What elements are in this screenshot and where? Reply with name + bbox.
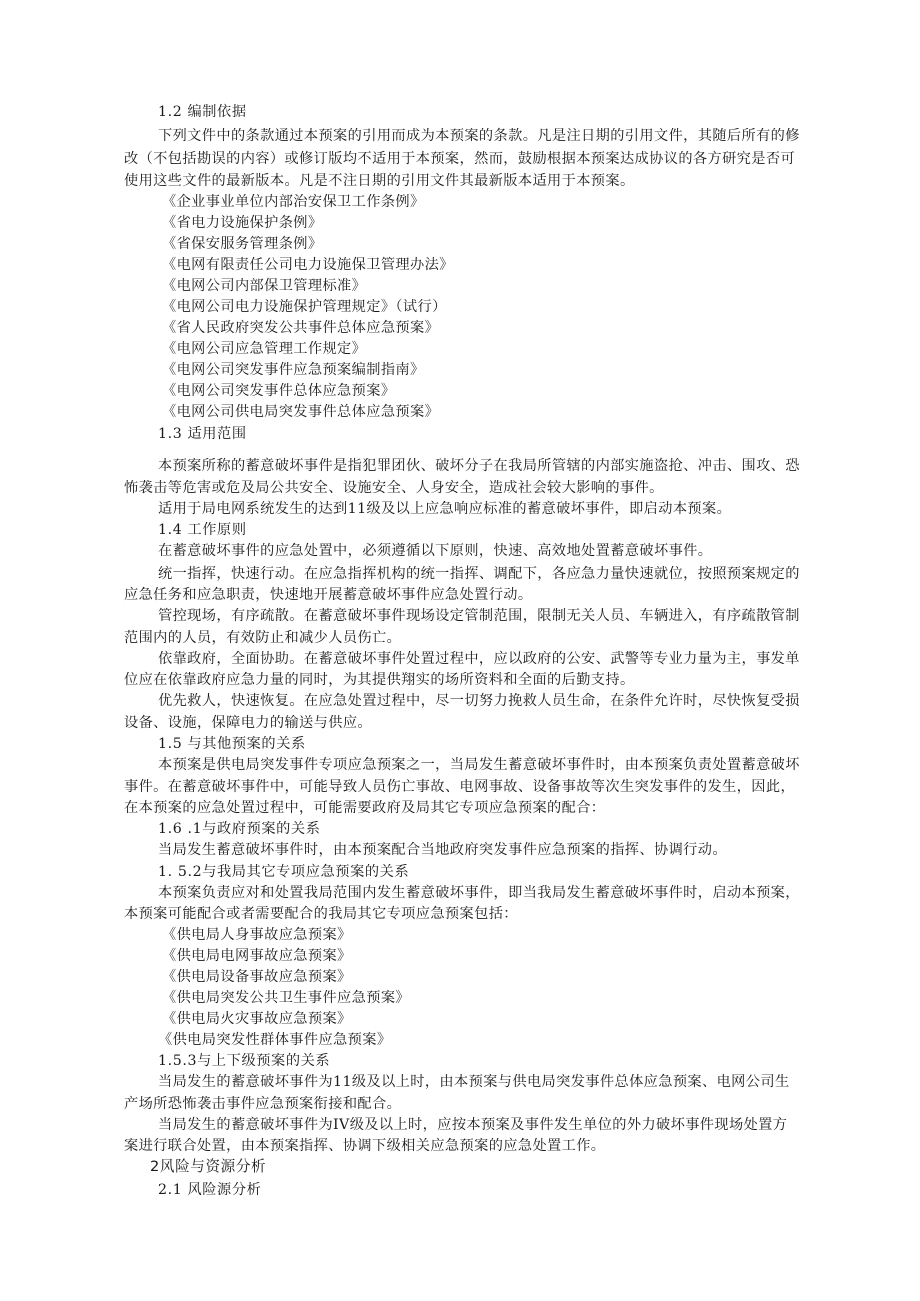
paragraph-line: 优先救人，快速恢复。在应急处置过程中，尽一切努力挽救人员生命，在条件允许时，尽快恢复受损 [158,693,800,709]
paragraph-line: 统一指挥，快速行动。在应急指挥机构的统一指挥、调配下，各应急力量快速就位，按照预案规定的 [158,566,800,582]
paragraph-line: 范围内的人员，有效防止和减少人员伤亡。 [124,630,402,646]
reference-item: 《省电力设施保护条例》 [162,215,323,231]
reference-item: 《供电局火灾事故应急预案》 [162,1011,352,1027]
reference-item: 《供电局人身事故应急预案》 [162,927,352,943]
section-heading-1-3: 1.3 适用范围 [158,426,247,442]
paragraph-line: 本预案可能配合或者需要配合的我局其它专项应急预案包括： [124,906,518,922]
reference-item: 《电网公司电力设施保护管理规定》（试行） [162,299,447,315]
reference-item: 《电网有限责任公司电力设施保卫管理办法》 [162,257,454,273]
paragraph-line: 当局发生的蓄意破坏事件为IV级及以上时，应按本预案及事件发生单位的外力破坏事件现场处置方 [158,1117,788,1133]
reference-item: 《电网公司突发事件应急预案编制指南》 [162,362,425,378]
reference-item: 《电网公司应急管理工作规定》 [162,341,367,357]
reference-item: 《企业事业单位内部治安保卫工作条例》 [162,194,425,210]
reference-item: 《电网公司突发事件总体应急预案》 [162,383,396,399]
section-heading-1-5-3: 1.5.3与上下级预案的关系 [158,1053,331,1069]
paragraph-line: 在蓄意破坏事件的应急处置中，必须遵循以下原则，快速、高效地处置蓄意破坏事件。 [158,543,713,559]
paragraph-line: 本预案负责应对和处置我局范围内发生蓄意破坏事件，即当我局发生蓄意破坏事件时，启动本预案， [158,885,800,901]
section-heading-1-6: 1.6 .1与政府预案的关系 [158,821,321,837]
paragraph-line: 改（不包括勘误的内容）或修订版均不适用于本预案，然而，鼓励根据本预案达成协议的各方研究是否可 [124,151,796,167]
paragraph-line: 应急任务和应急职责，快速地开展蓄意破坏事件应急处置行动。 [124,587,533,603]
reference-item: 《供电局电网事故应急预案》 [162,948,352,964]
paragraph-line: 本预案所称的蓄意破坏事件是指犯罪团伙、破坏分子在我局所管辖的内部实施盗抢、冲击、围攻、恐 [158,458,800,474]
paragraph-line: 在本预案的应急处置过程中，可能需要政府及局其它专项应急预案的配合： [124,800,606,816]
reference-item: 《供电局突发公共卫生事件应急预案》 [162,990,410,1006]
reference-item: 《省人民政府突发公共事件总体应急预案》 [162,320,440,336]
section-heading-1-5: 1.5 与其他预案的关系 [158,736,306,752]
paragraph-line: 位应在依靠政府应急力量的同时，为其提供翔实的场所资料和全面的后勤支持。 [124,672,635,688]
paragraph-line: 产场所恐怖袭击事件应急预案衔接和配合。 [124,1096,402,1112]
paragraph-line: 设备、设施，保障电力的输送与供应。 [124,715,372,731]
paragraph-line: 怖袭击等危害或危及局公共安全、设施安全、人身安全，造成社会较大影响的事件。 [124,480,664,496]
section-heading-2-1: 2.1 风险源分析 [158,1182,262,1198]
reference-item: 《电网公司内部保卫管理标准》 [162,278,367,294]
paragraph-line: 使用这些文件的最新版本。凡是不注日期的引用文件其最新版本适用于本预案。 [124,173,635,189]
paragraph-line: 下列文件中的条款通过本预案的引用而成为本预案的条款。凡是注日期的引用文件，其随后所有的修 [158,128,800,144]
paragraph-line: 管控现场，有序疏散。在蓄意破坏事件现场设定管制范围，限制无关人员、车辆进入，有序疏散管制 [158,608,800,624]
paragraph-line: 依靠政府，全面协助。在蓄意破坏事件处置过程中，应以政府的公安、武警等专业力量为主，事发单 [158,651,800,667]
section-heading-1-4: 1.4 工作原则 [158,522,247,538]
paragraph-line: 当局发生蓄意破坏事件时，由本预案配合当地政府突发事件应急预案的指挥、协调行动。 [158,842,727,858]
paragraph-line: 案进行联合处置，由本预案指挥、协调下级相关应急预案的应急处置工作。 [124,1138,606,1154]
reference-item: 《供电局突发性群体事件应急预案》 [158,1032,392,1048]
section-heading-1-5-2: 1. 5.2与我局其它专项应急预案的关系 [158,864,410,880]
paragraph-line: 本预案是供电局突发事件专项应急预案之一，当局发生蓄意破坏事件时，由本预案负责处置蓄意破坏 [158,757,800,773]
reference-item: 《省保安服务管理条例》 [162,236,323,252]
section-heading-2: 2风险与资源分析 [150,1158,267,1175]
paragraph-line: 适用于局电网系统发生的达到11级及以上应急响应标准的蓄意破坏事件，即启动本预案。 [158,501,732,517]
reference-item: 《供电局设备事故应急预案》 [162,969,352,985]
section-heading-1-2: 1.2 编制依据 [158,104,247,120]
paragraph-line: 当局发生的蓄意破坏事件为11级及以上时，由本预案与供电局突发事件总体应急预案、电网公司生 [158,1074,790,1090]
reference-item: 《电网公司供电局突发事件总体应急预案》 [162,404,440,420]
paragraph-line: 事件。在蓄意破坏事件中，可能导致人员伤亡事故、电网事故、设备事故等次生突发事件的发生，因此， [124,779,796,795]
